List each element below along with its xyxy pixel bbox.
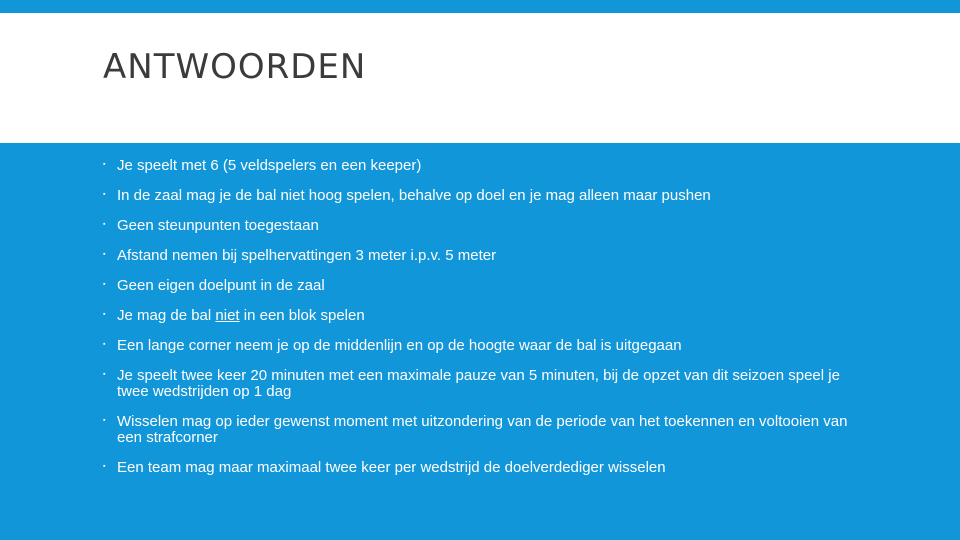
bullet-text-before: Je mag de bal bbox=[117, 307, 216, 324]
bullet-item bbox=[103, 158, 863, 174]
bullet-icon: ▪ bbox=[103, 161, 106, 168]
bullet-text bbox=[117, 308, 863, 324]
bullet-text: Afstand nemen bij spelhervattingen 3 meter i.p.v. 5 meter bbox=[117, 247, 497, 264]
bullet-text: Een lange corner neem je op de middenlijn en op de hoogte waar de bal is uitgegaan bbox=[117, 337, 682, 354]
bullet-item bbox=[103, 278, 863, 294]
bullet-item bbox=[103, 218, 863, 234]
bullet-item bbox=[103, 338, 863, 354]
bullet-item bbox=[103, 414, 863, 446]
bullet-icon: ▪ bbox=[103, 463, 106, 470]
bullet-list bbox=[103, 158, 863, 490]
bullet-icon: ▪ bbox=[103, 281, 106, 288]
bullet-text: Je speelt met 6 (5 veldspelers en een keeper) bbox=[117, 157, 422, 174]
bullet-item bbox=[103, 248, 863, 264]
bullet-item bbox=[103, 460, 863, 476]
bullet-icon: ▪ bbox=[103, 371, 106, 378]
bullet-text: Een team mag maar maximaal twee keer per wedstrijd de doelverdediger wisselen bbox=[117, 459, 666, 476]
bullet-text-after: in een blok spelen bbox=[239, 307, 365, 324]
bullet-text: Geen eigen doelpunt in de zaal bbox=[117, 277, 325, 294]
bullet-item bbox=[103, 188, 863, 204]
slide-title: ANTWOORDEN bbox=[103, 47, 367, 87]
bullet-icon: ▪ bbox=[103, 311, 106, 318]
bullet-item bbox=[103, 368, 863, 400]
bullet-text: In de zaal mag je de bal niet hoog spelen, behalve op doel en je mag alleen maar pushen bbox=[117, 187, 711, 204]
bullet-icon: ▪ bbox=[103, 417, 106, 424]
bullet-text: Je speelt twee keer 20 minuten met een maximale pauze van 5 minuten, bij de opzet van dit seizoen speel je twee wedstrijden op 1 dag bbox=[117, 367, 840, 400]
bullet-text: Geen steunpunten toegestaan bbox=[117, 217, 319, 234]
bullet-text: Wisselen mag op ieder gewenst moment met uitzondering van de periode van het toekennen en voltooien van een strafcorner bbox=[117, 413, 848, 446]
bullet-icon: ▪ bbox=[103, 221, 106, 228]
top-accent-strip bbox=[0, 0, 960, 13]
bullet-icon: ▪ bbox=[103, 251, 106, 258]
bullet-text-emphasis: niet bbox=[215, 307, 240, 324]
bullet-icon: ▪ bbox=[103, 191, 106, 198]
bullet-item bbox=[103, 308, 863, 324]
bullet-icon: ▪ bbox=[103, 341, 106, 348]
